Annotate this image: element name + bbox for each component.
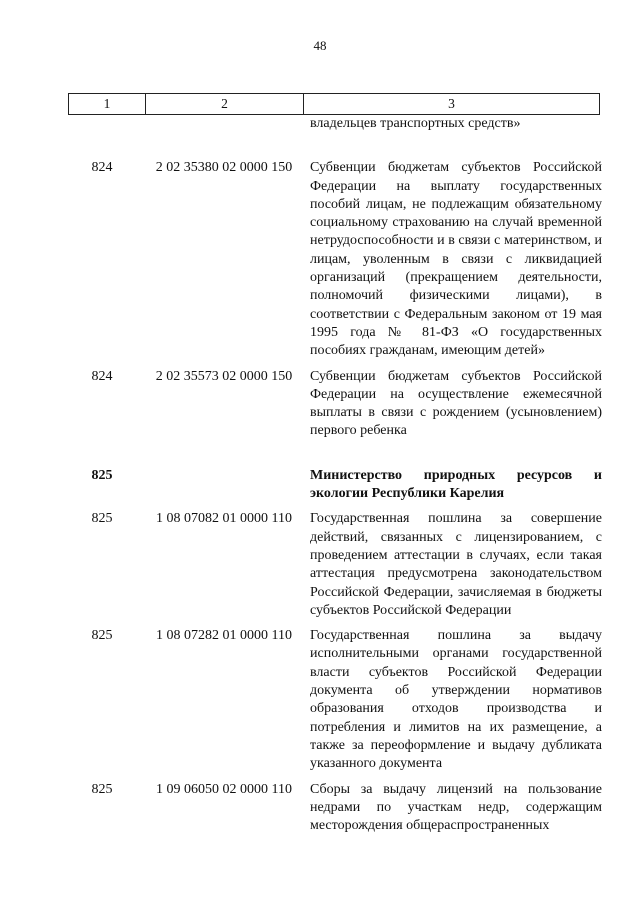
table-row	[0, 627, 640, 773]
row-kbk: 1 09 06050 02 0000 110	[156, 781, 292, 797]
row-code: 825	[91, 781, 113, 797]
row-kbk: 1 08 07282 01 0000 110	[156, 628, 292, 644]
table-body	[0, 115, 640, 835]
row-code: 824	[91, 368, 113, 384]
table-row	[0, 368, 640, 441]
table-row-section	[0, 467, 640, 504]
row-kbk: 2 02 35573 02 0000 150	[155, 368, 293, 384]
row-text: Субвенции бюджетам субъектов Российской Федерации на выплату государственных пособий лицам, не подлежащим обязательному социальному страхованию на случай временной нетрудоспособности и в связи с материнством, и лицам, уволенным в связи с ликвидацией организаций (прекращением деятельности, полномочий физическими лицами), в соответствии с Федеральным законом от 19 мая 1995 года № 81-ФЗ «О государственных пособиях гражданам, имеющим детей»	[310, 160, 602, 359]
row-code: 825	[91, 467, 113, 483]
section-title: Министерство природных ресурсов и экологии Республики Карелия	[310, 467, 602, 502]
row-text: Государственная пошлина за совершение действий, связанных с лицензированием, с проведением аттестации в случаях, если такая аттестация предусмотрена законодательством Российской Федерации, зачисляемая в бюджеты субъектов Российской Федерации	[310, 511, 602, 618]
row-text: Сборы за выдачу лицензий на пользование недрами по участкам недр, содержащим месторождения общераспространенных	[310, 781, 602, 834]
header-col-2: 2	[146, 94, 304, 114]
row-code: 824	[91, 160, 113, 176]
continued-row	[0, 115, 640, 133]
header-col-1: 1	[69, 94, 146, 114]
continued-text: владельцев транспортных средств»	[310, 116, 521, 131]
row-code: 825	[91, 511, 113, 527]
page-number: 48	[313, 38, 327, 53]
row-kbk: 2 02 35380 02 0000 150	[155, 160, 293, 176]
table-row	[0, 781, 640, 836]
table-row	[0, 510, 640, 620]
row-kbk: 1 08 07082 01 0000 110	[156, 511, 292, 527]
row-text: Государственная пошлина за выдачу исполнительными органами государственной власти субъектов Российской Федерации документа об утверждении нормативов образования отходов производства и потребления и лимитов на их размещение, а также за переоформление и выдачу дубликата указанного документа	[310, 628, 602, 772]
header-col-3: 3	[448, 96, 455, 111]
row-code: 825	[91, 628, 113, 644]
table-row	[0, 159, 640, 360]
row-text: Субвенции бюджетам субъектов Российской Федерации на осуществление ежемесячной выплаты в связи с рождением (усыновлением) первого ребенка	[310, 368, 602, 439]
table-header	[68, 93, 600, 115]
